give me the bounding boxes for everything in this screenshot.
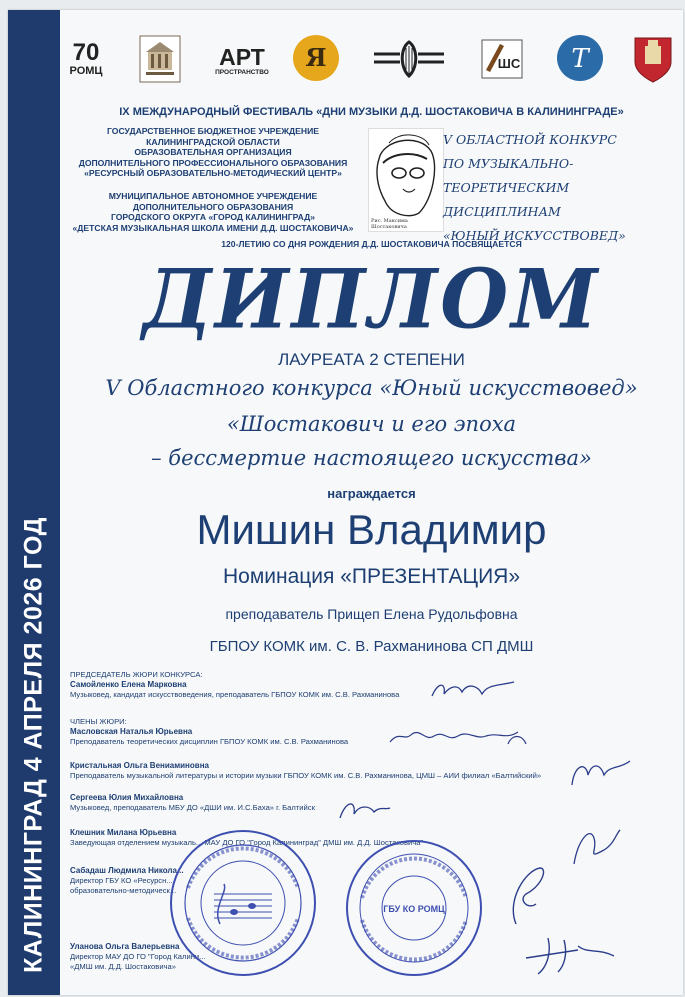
- contest-line-3: – бессмертие настоящего искусства»: [151, 446, 592, 470]
- portrait-caption: Рис. Максима Шостаковича: [371, 218, 408, 230]
- jury-member: Сергеева Юлия Михайловна Музыковед, преподаватель МБУ ДО «ДШИ им. И.С.Баха» г. Балтийск: [70, 793, 315, 812]
- diploma-heading: ДИПЛОМ: [142, 251, 601, 348]
- contest-line-2: «Шостакович и его эпоха: [226, 412, 517, 436]
- nomination: Номинация «ПРЕЗЕНТАЦИЯ»: [222, 565, 521, 588]
- jury-member: Сабадаш Людмила Никола... Директор ГБУ КО «Ресурсн... образовательно-методическ...: [70, 866, 184, 895]
- art-space-logo: АРТ ПРОСТРАНСТВО: [215, 43, 269, 76]
- recipient-name: Мишин Владимир: [196, 506, 547, 553]
- laureate-degree: ЛАУРЕАТА 2 СТЕПЕНИ: [278, 350, 465, 369]
- signature-member-2: [566, 755, 636, 793]
- theatre-logo: [556, 34, 604, 82]
- lyre-logo: [370, 38, 448, 82]
- dedication: 120-ЛЕТИЮ СО ДНЯ РОЖДЕНИЯ Д.Д. ШОСТАКОВИЧА ПОСВЯЩАЕТСЯ: [221, 239, 522, 249]
- stamp-dmsh: [168, 828, 318, 978]
- teacher: преподаватель Прищеп Елена Рудольфовна: [225, 606, 518, 622]
- jury-member: Масловская Наталья Юрьевна Преподаватель теоретических дисциплин ГБПОУ КОМК им. С.В. Рахманинова: [70, 727, 349, 746]
- organizer-dmsh: МУНИЦИПАЛЬНОЕ АВТОНОМНОЕ УЧРЕЖДЕНИЕ ДОПОЛНИТЕЛЬНОГО ОБРАЗОВАНИЯ ГОРОДСКОГО ОКРУГА «ГОРОД КАЛИНИНГРАД» «ДЕТСКАЯ МУЗЫКАЛЬНАЯ ШКОЛА ИМЕНИ Д.Д. ШОСТАКОВИЧА»: [72, 191, 354, 233]
- signature-member-4: [564, 820, 624, 870]
- jury-member: Клешник Милана Юрьевна Заведующая отделением музыкаль... МАУ ДО ГО "Город Калининград" ДМШ им. Д.Д. Шостаковича": [70, 828, 424, 847]
- contest-line-1: V Областного конкурса «Юный искусствовед»: [105, 376, 638, 400]
- signature-member-5: [496, 860, 556, 930]
- svg-text:Я: Я: [305, 43, 327, 72]
- signature-chair: [428, 676, 518, 706]
- logos-row: [60, 20, 683, 94]
- festival-title: IX МЕЖДУНАРОДНЫЙ ФЕСТИВАЛЬ «ДНИ МУЗЫКИ Д.Д. ШОСТАКОВИЧА В КАЛИНИНГРАДЕ»: [119, 106, 624, 118]
- jury-member: Кристальная Ольга Вениаминовна Преподаватель музыкальной литературы и истории музыки ГБПОУ КОМК им. С.В. Рахманинова, ЦМШ – АИИ филиал «Балтийский»: [70, 761, 542, 780]
- building-logo: [138, 34, 182, 84]
- stamp-romc: [344, 838, 484, 978]
- organizer-romc: ГОСУДАРСТВЕННОЕ БЮДЖЕТНОЕ УЧРЕЖДЕНИЕ КАЛИНИНГРАДСКОЙ ОБЛАСТИ ОБРАЗОВАТЕЛЬНАЯ ОРГАНИЗАЦИЯ ДОПОЛНИТЕЛЬНОГО ПРОФЕССИОНАЛЬНОГО ОБРАЗОВАНИЯ «РЕСУРСНЫЙ ОБРАЗОВАТЕЛЬНО-МЕТОДИЧЕСКИЙ ЦЕНТР»: [78, 126, 348, 178]
- school-logo: [478, 34, 526, 84]
- shostakovich-portrait: [368, 128, 444, 232]
- diploma-sheet: [8, 10, 683, 995]
- svg-text:ШС: ШС: [497, 56, 521, 71]
- signature-member-3: [334, 794, 394, 824]
- school: ГБПОУ КОМК им. С. В. Рахманинова СП ДМШ: [209, 638, 534, 655]
- stamp-romc-text: ГБУ КО РОМЦ: [383, 904, 445, 914]
- side-date-text: КАЛИНИНГРАД 4 АПРЕЛЯ 2026 ГОД: [19, 517, 48, 973]
- signature-member-6: [518, 928, 618, 978]
- awarded-label: награждается: [327, 486, 416, 501]
- circle-emblem-logo: [292, 34, 340, 82]
- jury-chair: ПРЕДСЕДАТЕЛЬ ЖЮРИ КОНКУРСА: Самойленко Елена Марковна Музыковед, кандидат искусствоведения, преподаватель ГБПОУ КОМК им. С.В. Рахманинова: [70, 670, 400, 699]
- jury-members-title: ЧЛЕНЫ ЖЮРИ:: [70, 717, 127, 726]
- coat-of-arms-logo: [632, 32, 674, 84]
- romc-logo: 70 РОМЦ: [69, 39, 103, 77]
- contest-title: V ОБЛАСТНОЙ КОНКУРС ПО МУЗЫКАЛЬНО-ТЕОРЕТИЧЕСКИМ ДИСЦИПЛИНАМ «ЮНЫЙ ИСКУССТВОВЕД»: [443, 132, 626, 243]
- svg-text:Т: Т: [571, 44, 589, 74]
- side-bar: [8, 10, 60, 995]
- signature-member-1: [386, 724, 536, 752]
- jury-member: Уланова Ольга Валерьевна Директор МАУ ДО ГО "Город Калини... «ДМШ им. Д.Д. Шостаковича»: [70, 942, 206, 971]
